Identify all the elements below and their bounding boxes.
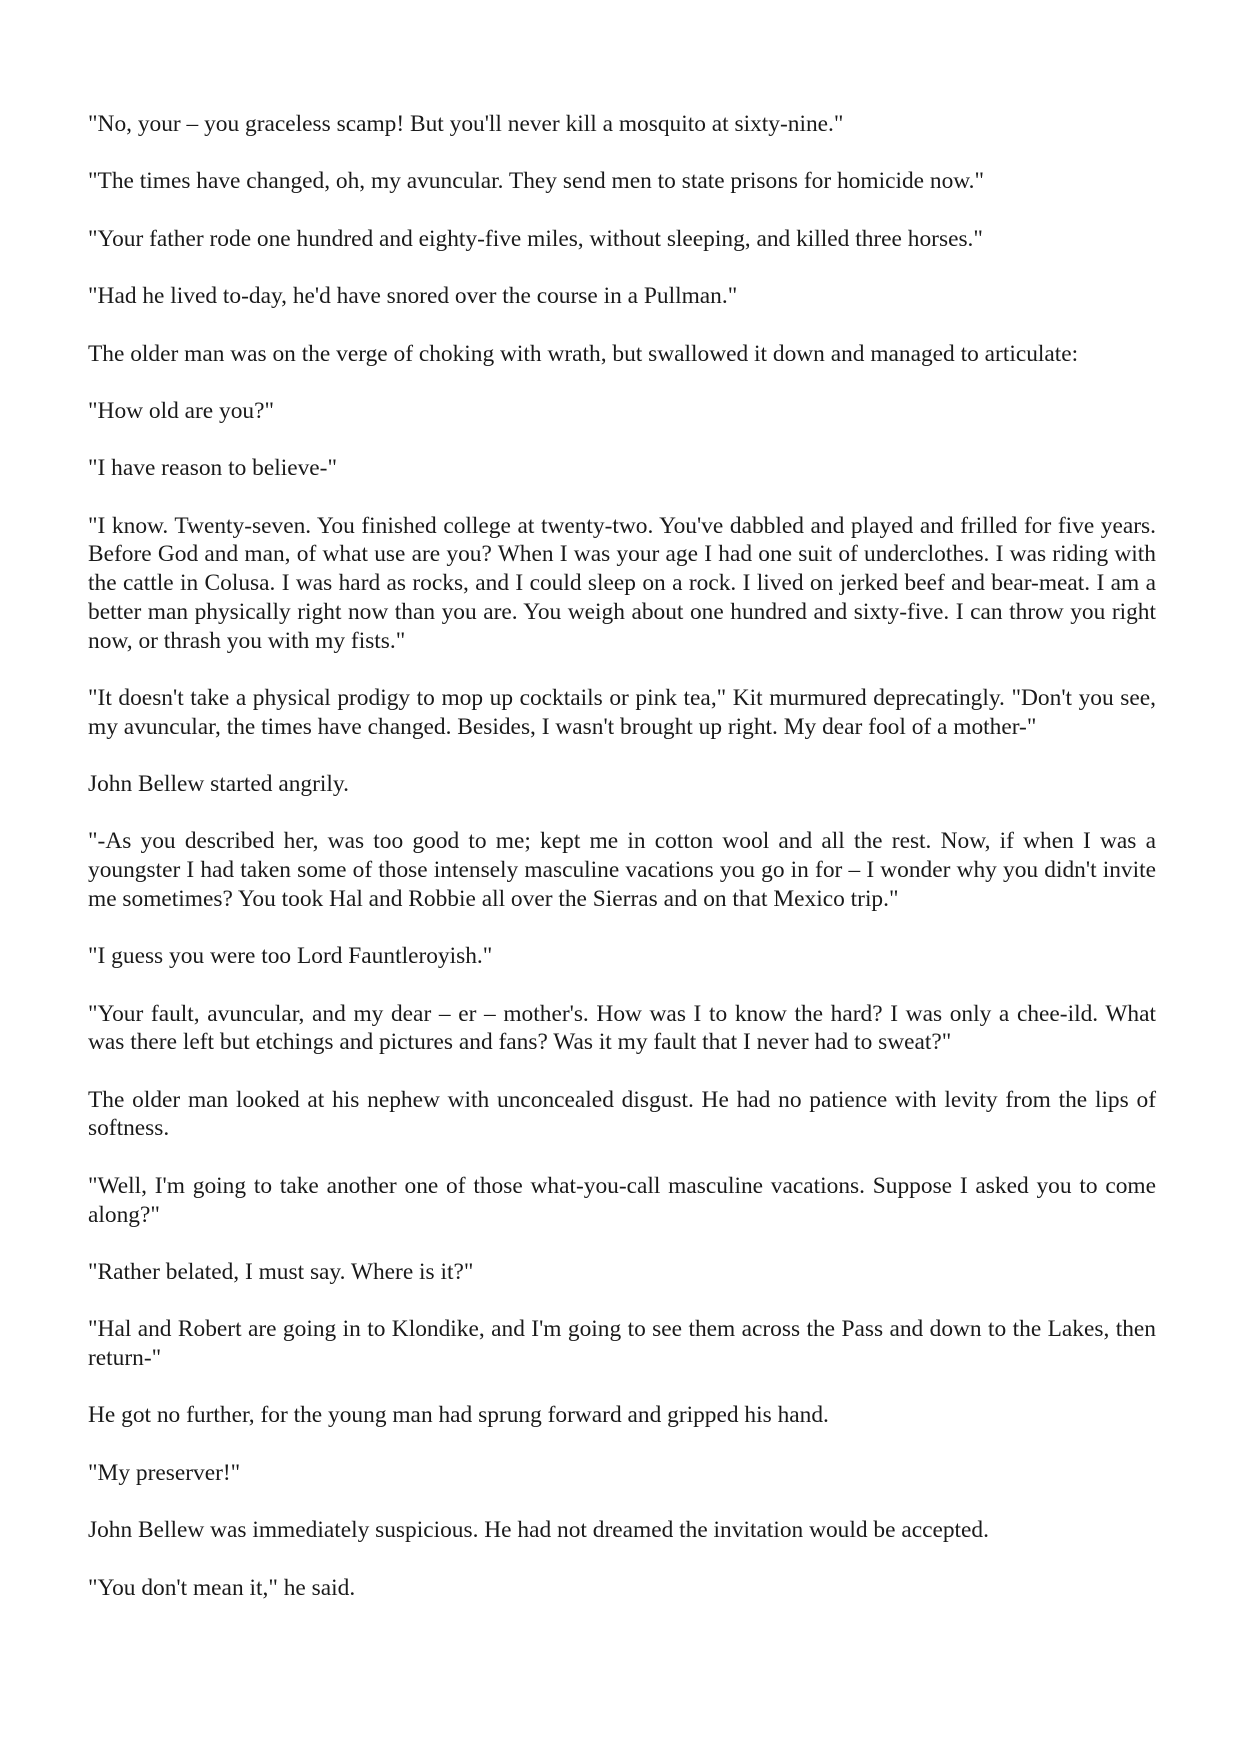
- paragraph: "Your father rode one hundred and eighty-five miles, without sleeping, and killed three horses.": [88, 225, 983, 252]
- document-page: [88, 110, 1156, 1631]
- paragraph: The older man looked at his nephew with unconcealed disgust. He had no patience with levity from the lips of softness.: [88, 1086, 1156, 1142]
- paragraph: "How old are you?": [88, 397, 275, 424]
- paragraph: "-As you described her, was too good to me; kept me in cotton wool and all the rest. Now, if when I was a youngster I had taken some of those intensely masculine vacations you go in for – I wonder why you didn't invite me sometimes? You took Hal and Robbie all over the Sierras and on that Mexico trip.": [88, 828, 1156, 912]
- paragraph: "The times have changed, oh, my avuncular. They send men to state prisons for homicide now.": [88, 168, 985, 195]
- paragraph: "Rather belated, I must say. Where is it?": [88, 1258, 474, 1285]
- paragraph: John Bellew started angrily.: [88, 771, 349, 798]
- paragraph: "You don't mean it," he said.: [88, 1574, 356, 1601]
- paragraph: "No, your – you graceless scamp! But you'll never kill a mosquito at sixty-nine.": [88, 111, 844, 137]
- paragraph: "Well, I'm going to take another one of those what-you-call masculine vacations. Suppose I asked you to come along?": [88, 1172, 1156, 1228]
- paragraph: He got no further, for the young man had sprung forward and gripped his hand.: [88, 1402, 829, 1429]
- paragraph: "I know. Twenty-seven. You finished college at twenty-two. You've dabbled and played and frilled for five years. Before God and man, of what use are you? When I was your age I had one suit of underclothes. I was riding with the cattle in Colusa. I was hard as rocks, and I could sleep on a rock. I lived on jerked beef and bear-meat. I am a better man physically right now than you are. You weigh about one hundred and sixty-five. I can throw you right now, or thrash you with my fists.": [88, 512, 1156, 654]
- paragraph: "It doesn't take a physical prodigy to mop up cocktails or pink tea," Kit murmured deprecatingly. "Don't you see, my avuncular, the times have changed. Besides, I wasn't brought up right. My dear fool of a mother-": [88, 684, 1156, 740]
- paragraph: The older man was on the verge of choking with wrath, but swallowed it down and managed to articulate:: [88, 340, 1079, 367]
- paragraph: "Hal and Robert are going in to Klondike, and I'm going to see them across the Pass and down to the Lakes, then return-": [88, 1316, 1156, 1371]
- paragraph: John Bellew was immediately suspicious. He had not dreamed the invitation would be accepted.: [88, 1517, 989, 1544]
- paragraph: "My preserver!": [88, 1459, 241, 1486]
- paragraph: "Had he lived to-day, he'd have snored over the course in a Pullman.": [88, 283, 738, 310]
- paragraph: "Your fault, avuncular, and my dear – er – mother's. How was I to know the hard? I was only a chee-ild. What was there left but etchings and pictures and fans? Was it my fault that I never had to sweat?": [88, 1000, 1156, 1056]
- paragraph: "I guess you were too Lord Fauntleroyish.": [88, 943, 493, 970]
- paragraph: "I have reason to believe-": [88, 455, 337, 482]
